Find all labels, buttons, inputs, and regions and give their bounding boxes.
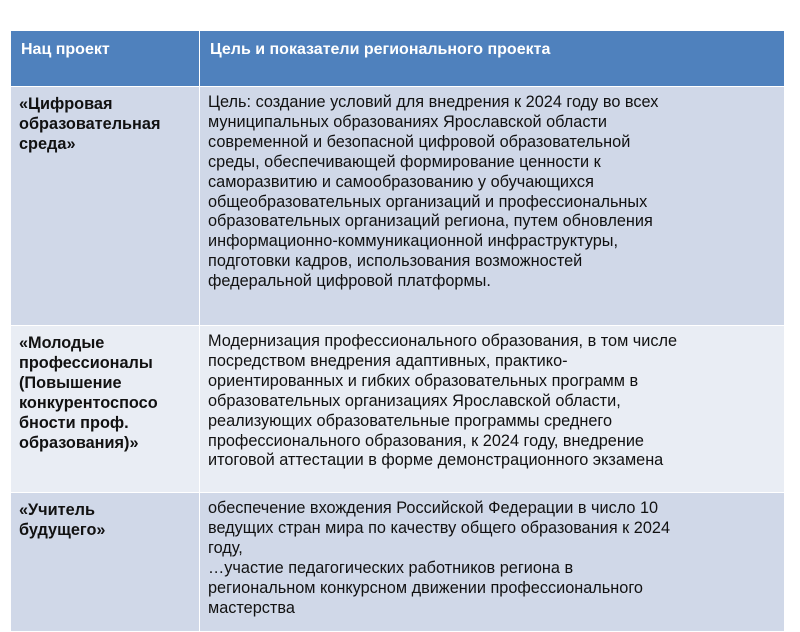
table-row <box>11 493 785 632</box>
header-project: Нац проект <box>11 31 200 87</box>
project-goal: Модернизация профессионального образования, в том числе посредством внедрения адаптивных, практико- ориентированных и гибких образовательных программ в образовательных организациях Ярославской области, реализующих образовательные программы среднего профессионального образования, к 2024 году, внедрение итоговой аттестации в форме демонстрационного экзамена <box>208 332 678 470</box>
header-goal: Цель и показатели регионального проекта <box>200 31 785 87</box>
project-name-cell <box>11 493 200 632</box>
project-name-cell <box>11 326 200 493</box>
table-body <box>11 87 785 632</box>
project-name: «Молодые профессионалы (Повышение конкурентоспосо бности проф. образования)» <box>19 334 158 452</box>
table-row <box>11 87 785 326</box>
project-goal: обеспечение вхождения Российской Федерации в число 10 ведущих стран мира по качеству общего образования к 2024 году, …участие педагогических работников региона в региональном конкурсном движении профессионального мастерства <box>208 499 671 617</box>
project-goal-cell <box>200 493 785 632</box>
project-name-cell <box>11 87 200 326</box>
table-row <box>11 326 785 493</box>
project-goal-cell <box>200 326 785 493</box>
table-header <box>11 31 785 87</box>
project-goal-cell <box>200 87 785 326</box>
header-row <box>11 31 785 87</box>
project-name: «Учитель будущего» <box>19 501 106 539</box>
projects-table <box>10 30 785 632</box>
project-name: «Цифровая образовательная среда» <box>19 95 161 153</box>
project-goal: Цель: создание условий для внедрения к 2024 году во всех муниципальных образованиях Ярославской области современной и безопасной цифровой образовательной среды, обеспечивающей формирование ценности к саморазвитию и самообразованию у обучающихся общеобразовательных организаций и профессиональных образовательных организаций региона, путем обновления информационно-коммуникационной инфраструктуры, подготовки кадров, использования возможностей федеральной цифровой платформы. <box>208 93 659 291</box>
